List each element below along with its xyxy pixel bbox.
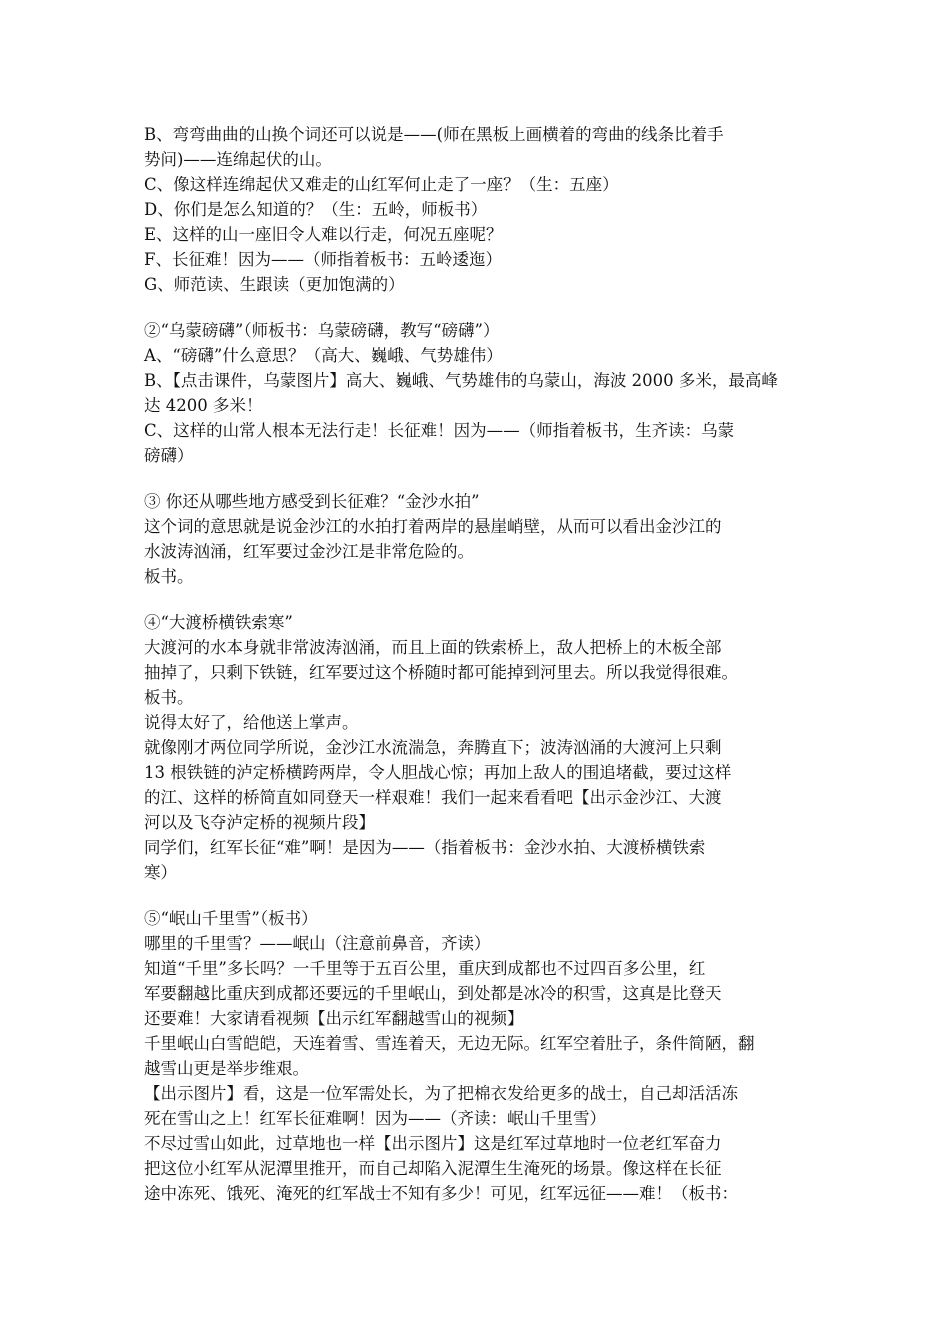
text-line: B、【点击课件，乌蒙图片】高大、巍峨、气势雄伟的乌蒙山，海波 2000 多米，最高峰 [144, 371, 778, 390]
text-line: C、像这样连绵起伏又难走的山红军何止走了一座？（生：五座） [144, 175, 619, 194]
text-line: 这个词的意思就是说金沙江的水拍打着两岸的悬崖峭壁，从而可以看出金沙江的 [144, 517, 722, 536]
text-line: 就像刚才两位同学所说，金沙江水流湍急，奔腾直下；波涛汹涌的大渡河上只剩 [144, 738, 722, 757]
text-line: 的江、这样的桥简直如同登天一样艰难！我们一起来看看吧【出示金沙江、大渡 [144, 788, 722, 807]
text-line: 越雪山更是举步维艰。 [144, 1059, 309, 1078]
text-line: 不尽过雪山如此，过草地也一样【出示图片】这是红军过草地时一位老红军奋力 [144, 1134, 722, 1153]
text-line: A、“磅礴”什么意思？（高大、巍峨、气势雄伟） [144, 346, 503, 365]
text-line: ②“乌蒙磅礴”（师板书：乌蒙磅礴，教写“磅礴”） [144, 321, 500, 340]
text-line: ④“大渡桥横铁索寒” [144, 613, 293, 632]
text-line: 把这位小红军从泥潭里推开，而自己却陷入泥潭生生淹死的场景。像这样在长征 [144, 1159, 722, 1178]
text-line: 寒） [144, 863, 177, 882]
paragraph-spacer [144, 297, 810, 318]
text-line: 河以及飞夺泸定桥的视频片段】 [144, 813, 375, 832]
text-line: 【出示图片】看，这是一位军需处长，为了把棉衣发给更多的战士，自己却活活冻 [144, 1084, 738, 1103]
text-line: C、这样的山常人根本无法行走！长征难！因为——（师指着板书，生齐读：乌蒙 [144, 421, 735, 440]
text-line: 死在雪山之上！红军长征难啊！因为——（齐读：岷山千里雪） [144, 1109, 606, 1128]
text-line: 磅礴） [144, 446, 194, 465]
text-line: G、师范读、生跟读（更加饱满的） [144, 275, 405, 294]
text-line: 抽掉了，只剩下铁链，红军要过这个桥随时都可能掉到河里去。所以我觉得很难。 [144, 663, 738, 682]
text-line: F、长征难！因为——（师指着板书：五岭逶迤） [144, 250, 502, 269]
text-line: 势问)——连绵起伏的山。 [144, 150, 332, 169]
text-line: ⑤“岷山千里雪”（板书） [144, 909, 318, 928]
text-line: 水波涛汹涌，红军要过金沙江是非常危险的。 [144, 542, 474, 561]
text-line: 同学们，红军长征“难”啊！是因为——（指着板书：金沙水拍、大渡桥横铁索 [144, 838, 706, 857]
paragraph-spacer [144, 468, 810, 489]
text-line: B、弯弯曲曲的山换个词还可以说是——(师在黑板上画横着的弯曲的线条比着手 [144, 125, 724, 144]
text-line: 还要难！大家请看视频【出示红军翻越雪山的视频】 [144, 1009, 524, 1028]
document-body [144, 122, 810, 1206]
text-line: 板书。 [144, 688, 194, 707]
text-line: D、你们是怎么知道的？（生：五岭，师板书） [144, 200, 488, 219]
paragraph-spacer [144, 589, 810, 610]
text-line: 千里岷山白雪皑皑，天连着雪、雪连着天，无边无际。红军空着肚子，条件简陋，翻 [144, 1034, 755, 1053]
text-line: ③ 你还从哪些地方感受到长征难？“金沙水拍” [144, 492, 480, 511]
text-line: 途中冻死、饿死、淹死的红军战士不知有多少！可见，红军远征——难！（板书： [144, 1184, 738, 1203]
paragraph-spacer [144, 885, 810, 906]
text-line: 大渡河的水本身就非常波涛汹涌，而且上面的铁索桥上，敌人把桥上的木板全部 [144, 638, 722, 657]
text-line: 13 根铁链的泸定桥横跨两岸，令人胆战心惊；再加上敌人的围追堵截，要过这样 [144, 763, 732, 782]
text-line: 哪里的千里雪？——岷山（注意前鼻音，齐读） [144, 934, 491, 953]
text-line: 说得太好了，给他送上掌声。 [144, 713, 359, 732]
text-line: 板书。 [144, 567, 194, 586]
text-line: E、这样的山一座旧令人难以行走，何况五座呢？ [144, 225, 503, 244]
text-line: 达 4200 多米！ [144, 396, 263, 415]
text-line: 知道“千里”多长吗？一千里等于五百公里，重庆到成都也不过四百多公里，红 [144, 959, 706, 978]
text-line: 军要翻越比重庆到成都还要远的千里岷山，到处都是冰冷的积雪，这真是比登天 [144, 984, 722, 1003]
